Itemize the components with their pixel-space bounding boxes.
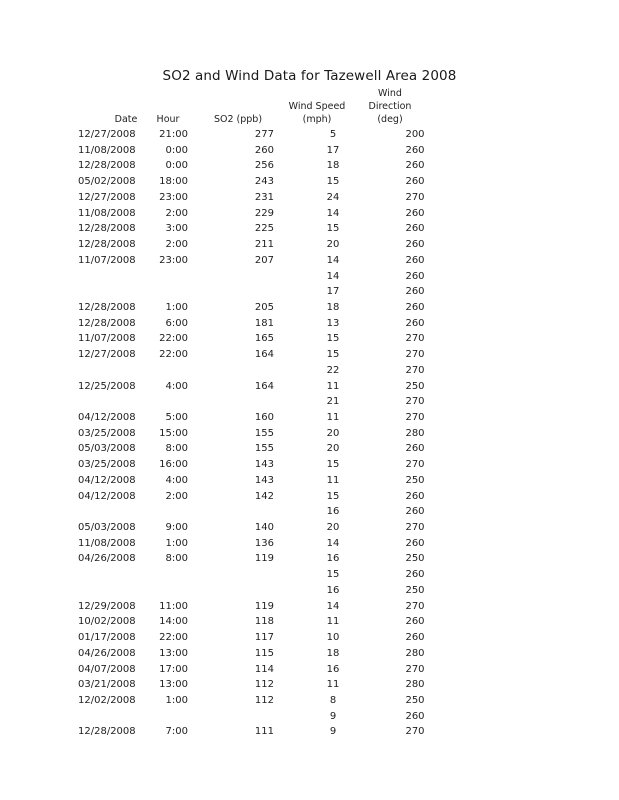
cell-so2: 112 (254, 679, 274, 691)
cell-date: 12/27/2008 (78, 191, 136, 203)
cell-wind-direction: 260 (405, 443, 425, 455)
header-wind-direction-line2: Direction (368, 101, 412, 112)
cell-wind-speed: 11 (326, 412, 340, 423)
cell-date: 12/27/2008 (78, 129, 136, 140)
cell-date: 12/25/2008 (78, 380, 136, 392)
table-row (0, 567, 619, 582)
table-row (0, 174, 619, 189)
cell-date: 04/12/2008 (78, 474, 136, 486)
table-row (0, 269, 619, 284)
cell-so2: 164 (254, 380, 274, 392)
cell-wind-speed: 20 (326, 239, 340, 250)
cell-wind-direction: 260 (405, 632, 425, 643)
table-row (0, 709, 619, 724)
cell-so2: 136 (254, 537, 274, 549)
cell-hour: 1:00 (165, 694, 188, 706)
table-row (0, 520, 619, 535)
cell-wind-direction: 200 (405, 129, 425, 140)
cell-wind-speed: 15 (326, 333, 340, 345)
table-row (0, 158, 619, 173)
table-row (0, 426, 619, 441)
cell-date: 12/28/2008 (78, 317, 136, 329)
cell-hour: 5:00 (165, 412, 188, 423)
cell-hour: 13:00 (159, 647, 188, 659)
cell-wind-speed: 18 (326, 160, 340, 172)
table-row (0, 536, 619, 551)
cell-hour: 3:00 (165, 223, 188, 235)
cell-wind-speed: 15 (326, 569, 340, 581)
cell-wind-speed: 16 (326, 584, 340, 596)
cell-so2: 181 (254, 317, 274, 329)
cell-wind-direction: 250 (405, 380, 425, 392)
cell-wind-direction: 260 (405, 286, 425, 298)
cell-hour: 22:00 (159, 632, 188, 643)
cell-wind-direction: 270 (405, 600, 425, 612)
cell-so2: 112 (254, 694, 274, 706)
table-row (0, 504, 619, 519)
cell-wind-direction: 270 (405, 191, 425, 203)
cell-hour: 4:00 (165, 380, 188, 392)
cell-hour: 15:00 (159, 427, 188, 439)
cell-so2: 260 (254, 144, 274, 156)
cell-wind-direction: 260 (405, 176, 425, 188)
cell-wind-speed: 14 (326, 537, 340, 549)
cell-wind-speed: 24 (326, 191, 340, 203)
cell-wind-speed: 16 (326, 506, 340, 518)
cell-so2: 140 (254, 522, 274, 533)
table-row (0, 253, 619, 268)
cell-so2: 117 (254, 632, 274, 643)
cell-hour: 22:00 (159, 349, 188, 361)
cell-date: 12/28/2008 (78, 223, 136, 235)
table-row (0, 143, 619, 158)
header-hour: Hour (156, 114, 180, 125)
cell-wind-speed: 11 (326, 679, 340, 691)
cell-wind-direction: 270 (405, 459, 425, 471)
cell-wind-speed: 22 (326, 364, 340, 376)
cell-date: 04/26/2008 (78, 553, 136, 565)
cell-wind-direction: 260 (405, 223, 425, 235)
cell-hour: 4:00 (165, 474, 188, 486)
cell-wind-speed: 15 (326, 459, 340, 471)
cell-hour: 17:00 (159, 663, 188, 675)
cell-date: 11/08/2008 (78, 207, 136, 219)
table-row (0, 551, 619, 566)
cell-wind-speed: 10 (326, 632, 340, 643)
header-wind-direction-line1: Wind (378, 88, 402, 99)
cell-hour: 7:00 (165, 726, 188, 738)
table-row (0, 394, 619, 409)
cell-so2: 165 (254, 333, 274, 345)
cell-wind-direction: 260 (405, 317, 425, 329)
table-row (0, 583, 619, 598)
cell-date: 11/07/2008 (78, 333, 136, 345)
cell-date: 11/08/2008 (78, 537, 136, 549)
header-date: Date (114, 114, 138, 125)
cell-wind-speed: 11 (326, 380, 340, 392)
cell-wind-direction: 260 (405, 506, 425, 518)
cell-wind-speed: 11 (326, 616, 340, 628)
cell-hour: 2:00 (165, 239, 188, 250)
cell-wind-speed: 15 (326, 223, 340, 235)
cell-wind-speed: 20 (326, 522, 340, 533)
cell-so2: 231 (254, 191, 274, 203)
cell-wind-direction: 270 (405, 349, 425, 361)
cell-wind-direction: 270 (405, 412, 425, 423)
cell-wind-speed: 15 (326, 176, 340, 188)
cell-date: 04/26/2008 (78, 647, 136, 659)
cell-date: 12/28/2008 (78, 160, 136, 172)
cell-wind-direction: 260 (405, 301, 425, 313)
cell-so2: 155 (254, 427, 274, 439)
cell-so2: 142 (254, 490, 274, 502)
cell-wind-direction: 250 (405, 694, 425, 706)
cell-so2: 229 (254, 207, 274, 219)
cell-so2: 114 (254, 663, 274, 675)
cell-hour: 23:00 (159, 254, 188, 266)
cell-date: 04/07/2008 (78, 663, 136, 675)
table-row (0, 206, 619, 221)
cell-date: 12/28/2008 (78, 726, 136, 738)
cell-wind-direction: 260 (405, 710, 425, 722)
cell-wind-speed: 14 (326, 600, 340, 612)
cell-hour: 23:00 (159, 191, 188, 203)
cell-hour: 21:00 (159, 129, 188, 140)
cell-so2: 225 (254, 223, 274, 235)
cell-wind-speed: 5 (329, 129, 337, 140)
cell-wind-direction: 260 (405, 160, 425, 172)
table-row (0, 457, 619, 472)
cell-date: 10/02/2008 (78, 616, 136, 628)
cell-wind-direction: 260 (405, 254, 425, 266)
cell-hour: 22:00 (159, 333, 188, 345)
cell-date: 04/12/2008 (78, 490, 136, 502)
cell-hour: 6:00 (165, 317, 188, 329)
cell-wind-speed: 13 (326, 317, 340, 329)
cell-so2: 160 (254, 412, 274, 423)
cell-wind-direction: 260 (405, 144, 425, 156)
cell-wind-speed: 21 (326, 396, 340, 408)
table-row (0, 473, 619, 488)
cell-hour: 0:00 (165, 144, 188, 156)
cell-date: 03/21/2008 (78, 679, 136, 691)
cell-wind-direction: 260 (405, 537, 425, 549)
cell-hour: 8:00 (165, 443, 188, 455)
cell-wind-direction: 250 (405, 553, 425, 565)
cell-hour: 16:00 (159, 459, 188, 471)
cell-so2: 243 (254, 176, 274, 188)
header-wind-speed (282, 100, 352, 126)
table-row (0, 190, 619, 205)
cell-so2: 211 (254, 239, 274, 250)
cell-so2: 119 (254, 553, 274, 565)
cell-so2: 119 (254, 600, 274, 612)
table-row (0, 237, 619, 252)
table-row (0, 316, 619, 331)
table-row (0, 331, 619, 346)
cell-wind-speed: 18 (326, 301, 340, 313)
cell-so2: 277 (254, 129, 274, 140)
cell-date: 04/12/2008 (78, 412, 136, 423)
cell-wind-speed: 16 (326, 553, 340, 565)
table-row (0, 347, 619, 362)
table-row (0, 284, 619, 299)
cell-date: 12/29/2008 (78, 600, 136, 612)
table-row (0, 410, 619, 425)
table-row (0, 489, 619, 504)
cell-hour: 2:00 (165, 207, 188, 219)
cell-wind-speed: 9 (329, 710, 337, 722)
header-so2: SO2 (ppb) (213, 114, 263, 125)
cell-wind-direction: 270 (405, 522, 425, 533)
cell-date: 11/08/2008 (78, 144, 136, 156)
table-row (0, 379, 619, 394)
cell-date: 03/25/2008 (78, 427, 136, 439)
header-wind-speed-line1: Wind Speed (288, 101, 346, 112)
cell-so2: 118 (254, 616, 274, 628)
table-row (0, 300, 619, 315)
cell-wind-direction: 270 (405, 333, 425, 345)
cell-so2: 143 (254, 474, 274, 486)
cell-wind-speed: 18 (326, 647, 340, 659)
cell-date: 05/03/2008 (78, 443, 136, 455)
cell-wind-direction: 280 (405, 679, 425, 691)
cell-hour: 11:00 (159, 600, 188, 612)
cell-so2: 155 (254, 443, 274, 455)
cell-wind-direction: 260 (405, 490, 425, 502)
cell-wind-direction: 260 (405, 569, 425, 581)
header-wind-direction (360, 87, 420, 126)
table-row (0, 677, 619, 692)
cell-wind-direction: 250 (405, 474, 425, 486)
page-title: SO2 and Wind Data for Tazewell Area 2008 (162, 68, 457, 84)
cell-wind-speed: 20 (326, 443, 340, 455)
table-row (0, 221, 619, 236)
cell-so2: 207 (254, 254, 274, 266)
cell-wind-direction: 260 (405, 616, 425, 628)
cell-wind-direction: 270 (405, 364, 425, 376)
cell-wind-speed: 20 (326, 427, 340, 439)
cell-hour: 14:00 (159, 616, 188, 628)
cell-wind-direction: 250 (405, 584, 425, 596)
cell-hour: 18:00 (159, 176, 188, 188)
cell-date: 12/28/2008 (78, 239, 136, 250)
cell-wind-direction: 260 (405, 270, 425, 282)
cell-so2: 143 (254, 459, 274, 471)
table-row (0, 363, 619, 378)
table-row (0, 441, 619, 456)
cell-so2: 164 (254, 349, 274, 361)
cell-wind-speed: 14 (326, 270, 340, 282)
table-row (0, 599, 619, 614)
cell-date: 01/17/2008 (78, 632, 136, 643)
cell-wind-speed: 15 (326, 490, 340, 502)
cell-hour: 13:00 (159, 679, 188, 691)
cell-wind-direction: 270 (405, 726, 425, 738)
table-row (0, 662, 619, 677)
cell-wind-direction: 270 (405, 396, 425, 408)
cell-hour: 2:00 (165, 490, 188, 502)
cell-date: 12/28/2008 (78, 301, 136, 313)
cell-wind-speed: 9 (329, 726, 337, 738)
cell-wind-direction: 260 (405, 207, 425, 219)
table-row (0, 693, 619, 708)
cell-date: 12/02/2008 (78, 694, 136, 706)
cell-hour: 9:00 (165, 522, 188, 533)
cell-wind-speed: 15 (326, 349, 340, 361)
table-row (0, 646, 619, 661)
cell-wind-speed: 16 (326, 663, 340, 675)
cell-so2: 205 (254, 301, 274, 313)
cell-wind-speed: 14 (326, 207, 340, 219)
cell-date: 05/03/2008 (78, 522, 136, 533)
header-wind-direction-line3: (deg) (377, 114, 403, 125)
cell-date: 11/07/2008 (78, 254, 136, 266)
table-row (0, 127, 619, 142)
cell-so2: 111 (254, 726, 274, 738)
cell-hour: 1:00 (165, 537, 188, 549)
header-wind-speed-line2: (mph) (302, 114, 332, 125)
cell-wind-speed: 17 (326, 144, 340, 156)
cell-wind-direction: 280 (405, 647, 425, 659)
cell-wind-speed: 11 (326, 474, 340, 486)
cell-wind-speed: 8 (329, 694, 337, 706)
table-row (0, 614, 619, 629)
cell-date: 05/02/2008 (78, 176, 136, 188)
table-row (0, 630, 619, 645)
cell-date: 03/25/2008 (78, 459, 136, 471)
cell-so2: 256 (254, 160, 274, 172)
cell-date: 12/27/2008 (78, 349, 136, 361)
cell-wind-speed: 17 (326, 286, 340, 298)
cell-hour: 1:00 (165, 301, 188, 313)
cell-wind-direction: 260 (405, 239, 425, 250)
table-row (0, 724, 619, 739)
cell-hour: 8:00 (165, 553, 188, 565)
cell-so2: 115 (254, 647, 274, 659)
cell-hour: 0:00 (165, 160, 188, 172)
cell-wind-speed: 14 (326, 254, 340, 266)
cell-wind-direction: 280 (405, 427, 425, 439)
cell-wind-direction: 270 (405, 663, 425, 675)
